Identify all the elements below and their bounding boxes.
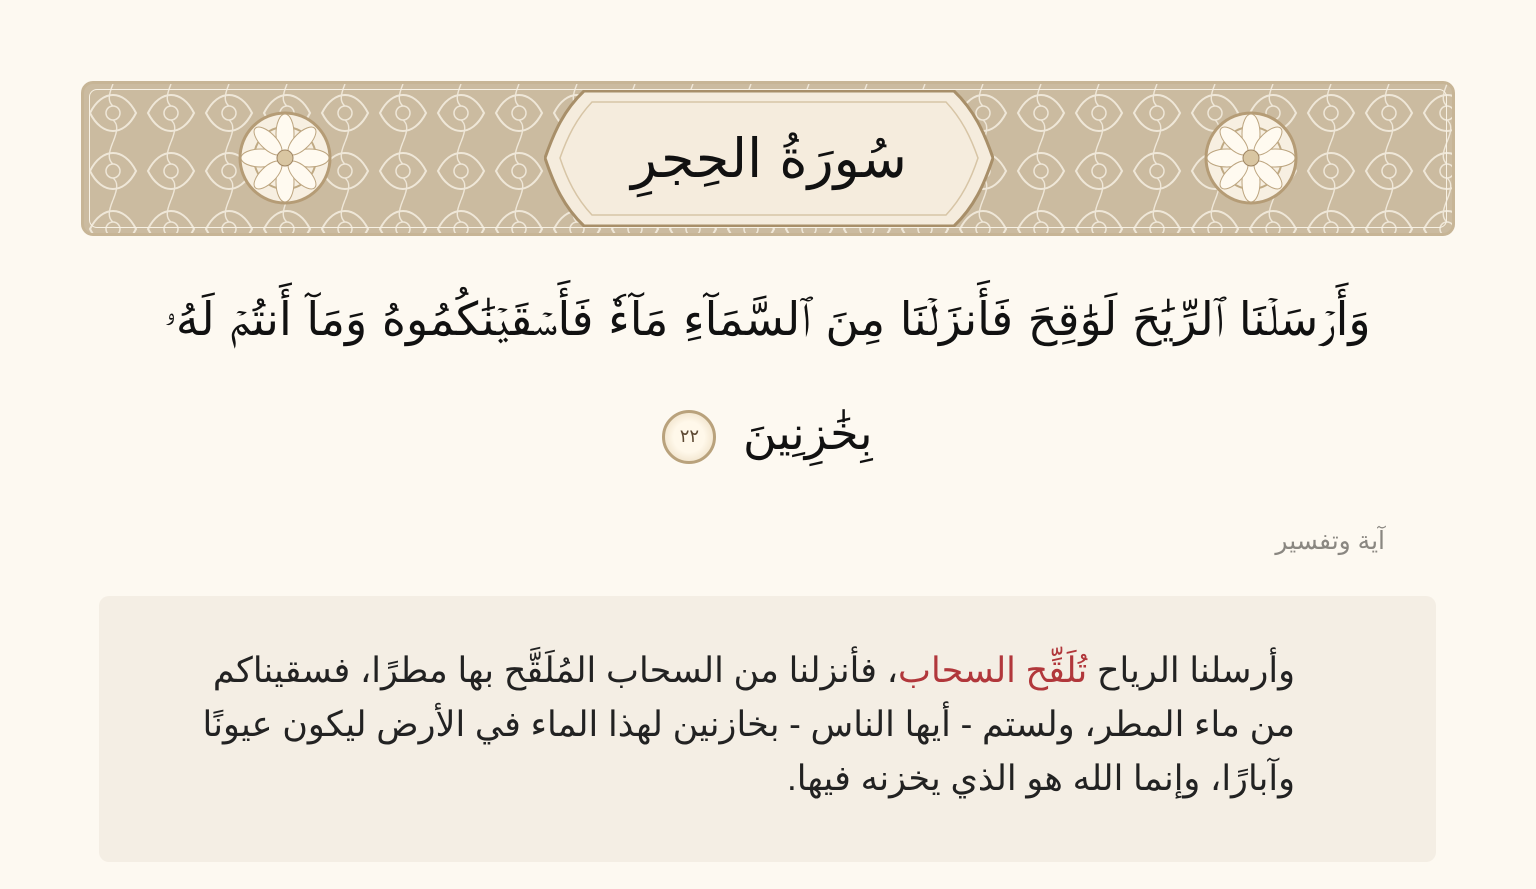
tafsir-highlight: تُلَقِّح السحاب bbox=[898, 651, 1088, 690]
tafsir-panel bbox=[99, 596, 1436, 862]
tafsir-intro: وأرسلنا الرياح bbox=[1087, 651, 1295, 690]
surah-banner bbox=[81, 81, 1455, 236]
ayah-number: ٢٢ bbox=[679, 426, 700, 447]
ayah-text bbox=[150, 262, 1385, 490]
ayah-number-badge bbox=[662, 410, 716, 464]
banner-frame bbox=[89, 89, 1447, 228]
section-label: آية وتفسير bbox=[1275, 527, 1385, 555]
tafsir-rest: ، فأنزلنا من السحاب المُلَقَّح بها مطرًا، فسقيناكم من ماء المطر، ولستم - أيها الناس - بخازنين لهذا الماء في الأرض ليكون عيونًا وآبارًا، وإنما الله هو الذي يخزنه فيها. bbox=[202, 651, 1295, 798]
surah-title: سُورَةُ الحِجرِ bbox=[631, 127, 907, 190]
ayah-words: وَأَرۡسَلۡنَا ٱلرِّيَٰحَ لَوَٰقِحَ فَأَنزَلۡنَا مِنَ ٱلسَّمَآءِ مَآءٗ فَأَسۡقَيۡنَٰكُمُوهُ وَمَآ أَنتُمۡ لَهُۥ بِخَٰزِنِينَ bbox=[164, 292, 1371, 460]
